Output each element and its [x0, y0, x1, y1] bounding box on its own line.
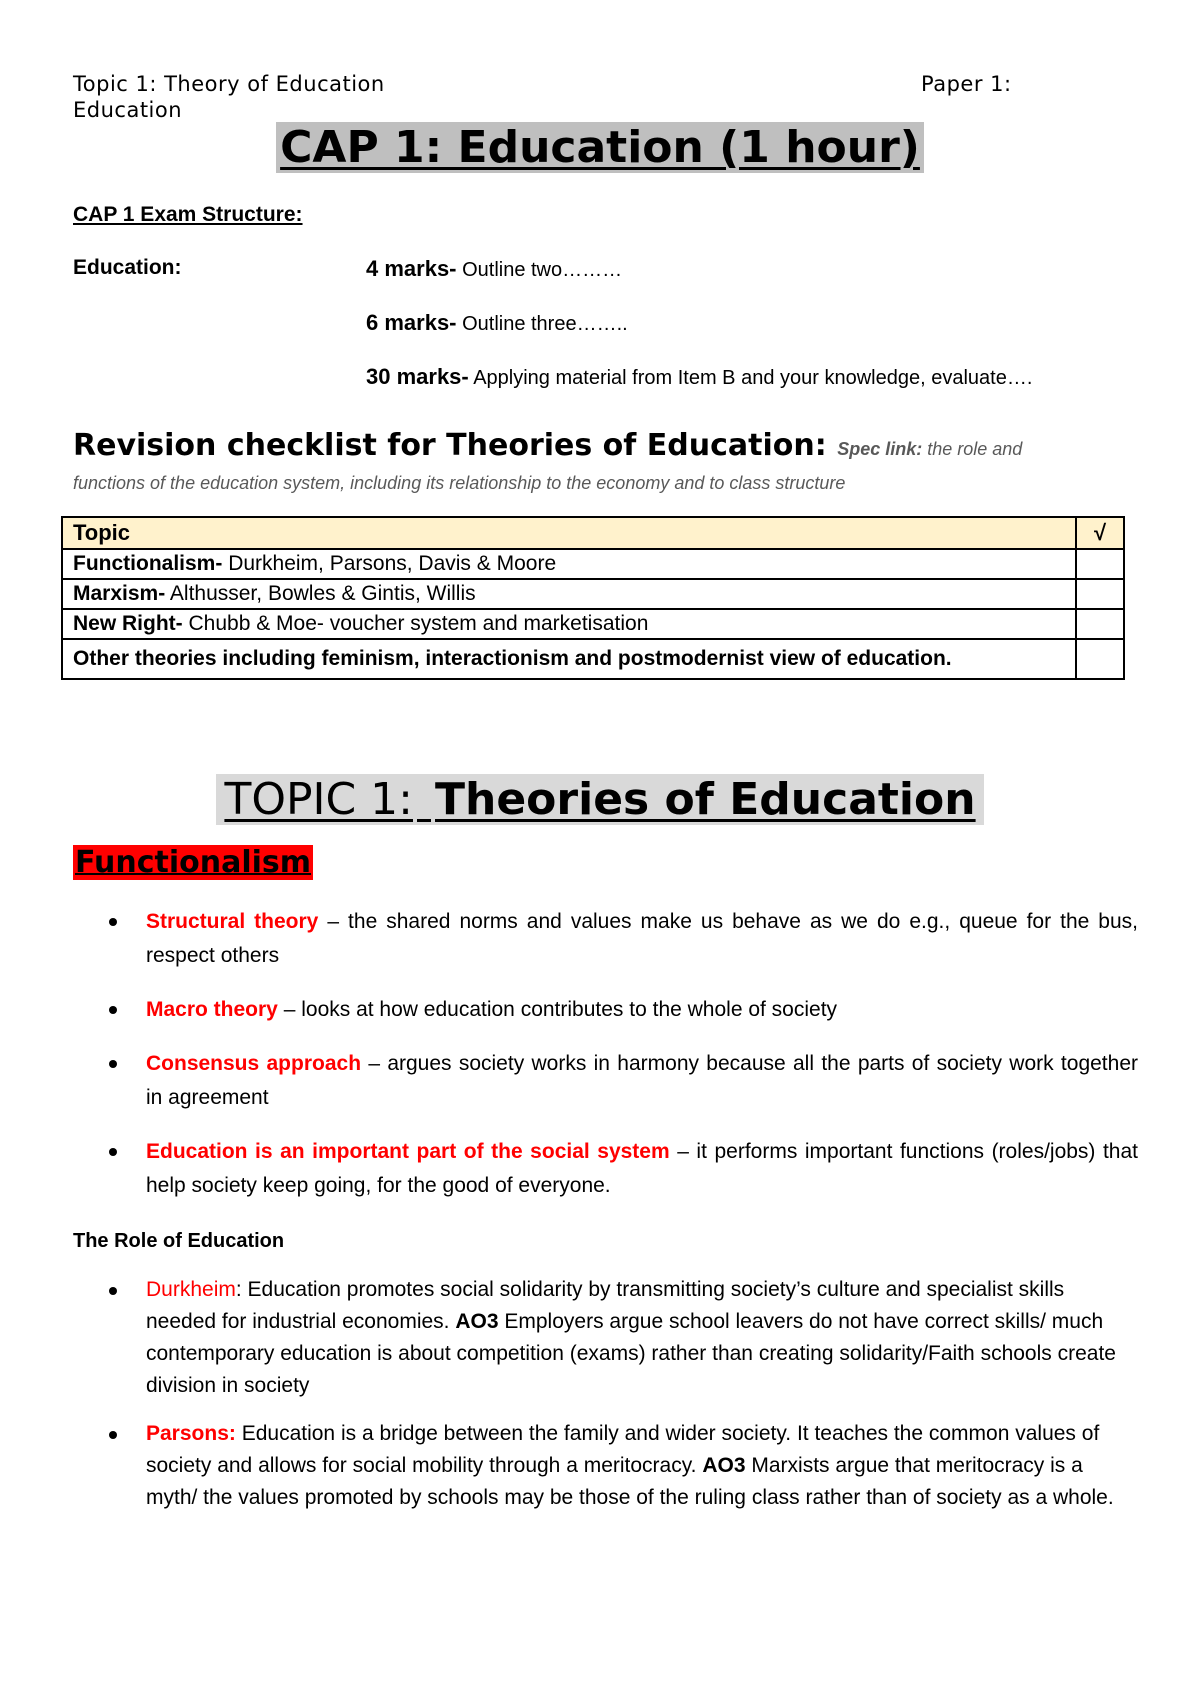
topic-cell [62, 609, 1076, 639]
marks-description: Applying material from Item B and your knowledge, evaluate…. [473, 367, 1033, 389]
topic-heading-text [216, 774, 983, 825]
topic-name: Functionalism- [73, 552, 223, 575]
functionalism-heading: Functionalism [75, 845, 312, 880]
evaluation-text: Employers argue school leavers do not have correct skills/ much contemporary education is about competition (exams) rather than creating solidarity/Faith schools create division in society [146, 1310, 1116, 1397]
tick-checkbox-cell[interactable] [1076, 609, 1124, 639]
header-topic: Topic 1: Theory of Education [73, 72, 385, 96]
role-list [104, 1274, 1138, 1514]
theorist-name: Durkheim [146, 1278, 236, 1301]
marks-row [366, 310, 628, 336]
table-header-row [62, 517, 1124, 549]
marks-value: 30 marks- [366, 364, 469, 389]
list-item [104, 1418, 1138, 1514]
spec-text-continued: functions of the education system, including its relationship to the economy and to class structure [73, 473, 846, 493]
topic-cell [62, 579, 1076, 609]
tick-checkbox-cell[interactable] [1076, 579, 1124, 609]
ao3-label: AO3 [455, 1310, 499, 1333]
list-item [104, 993, 1138, 1027]
topic-details: Durkheim, Parsons, Davis & Moore [228, 552, 557, 575]
list-item [104, 1047, 1138, 1115]
evaluation-text: Marxists argue that meritocracy is a myth/ the values promoted by schools may be those of the ruling class rather than of society as a whole. [146, 1454, 1114, 1509]
list-item [104, 1135, 1138, 1203]
marks-value: 6 marks- [366, 310, 457, 335]
ao3-label: AO3 [702, 1454, 746, 1477]
topic-name: Other theories including feminism, interactionism and postmodernist view of education. [73, 647, 952, 670]
spec-text: the role and [927, 439, 1023, 459]
tick-checkbox-cell[interactable] [1076, 549, 1124, 579]
header-paper-continued: Education [73, 98, 183, 122]
revision-checklist-heading [73, 428, 1133, 463]
spec-link [837, 439, 1022, 459]
revision-title: Revision checklist for Theories of Education: [73, 428, 827, 463]
term: Education is an important part of the social system [146, 1140, 670, 1163]
table-row [62, 639, 1124, 679]
topic-main: Theories of Education [431, 774, 980, 825]
page-title-text: CAP 1: Education (1 hour) [276, 122, 924, 173]
topic-name: Marxism- [73, 582, 166, 605]
marks-row [366, 364, 1032, 390]
term-description: – argues society works in harmony because all the parts of society work together in agreement [146, 1052, 1138, 1109]
list-item [104, 905, 1138, 973]
column-header-tick: √ [1076, 517, 1124, 549]
colon: : [235, 1278, 242, 1301]
term: Macro theory [146, 998, 278, 1021]
header-paper: Paper 1: [921, 72, 1012, 96]
topic-details: Althusser, Bowles & Gintis, Willis [169, 582, 476, 605]
role-of-education-heading: The Role of Education [73, 1230, 285, 1252]
term-description: – it performs important functions (roles/jobs) that help society keep going, for the good of everyone. [146, 1140, 1139, 1197]
page-title [0, 122, 1200, 173]
marks-description: Outline three…….. [462, 313, 628, 335]
exam-section-label: Education: [73, 256, 182, 279]
topic-name: New Right- [73, 612, 183, 635]
term-description: – the shared norms and values make us behave as we do e.g., queue for the bus, respect others [146, 910, 1138, 967]
topic-heading [0, 774, 1200, 825]
theorist-text: Education promotes social solidarity by transmitting society’s culture and specialist skills needed for industrial economies. [146, 1278, 1065, 1333]
topic-cell [62, 549, 1076, 579]
marks-description: Outline two……… [462, 259, 623, 281]
term: Consensus approach [146, 1052, 362, 1075]
marks-row [366, 256, 622, 282]
theorist-name: Parsons: [146, 1422, 236, 1445]
theorist-text: Education is a bridge between the family and wider society. It teaches the common values of society and allows for social mobility through a meritocracy. [146, 1422, 1100, 1477]
functionalism-list [104, 905, 1138, 1203]
marks-value: 4 marks- [366, 256, 457, 281]
term: Structural theory [146, 910, 319, 933]
exam-structure-title: CAP 1 Exam Structure: [73, 203, 303, 226]
spec-label: Spec link: [837, 439, 923, 459]
topic-details: Chubb & Moe- voucher system and marketisation [188, 612, 649, 635]
column-header-topic: Topic [62, 517, 1076, 549]
table-row [62, 579, 1124, 609]
topic-cell [62, 639, 1076, 679]
term-description: – looks at how education contributes to the whole of society [277, 998, 838, 1021]
list-item [104, 1274, 1138, 1402]
tick-checkbox-cell[interactable] [1076, 639, 1124, 679]
revision-checklist-table [61, 516, 1125, 680]
topic-prefix: TOPIC 1: [220, 774, 417, 825]
table-row [62, 549, 1124, 579]
table-row [62, 609, 1124, 639]
